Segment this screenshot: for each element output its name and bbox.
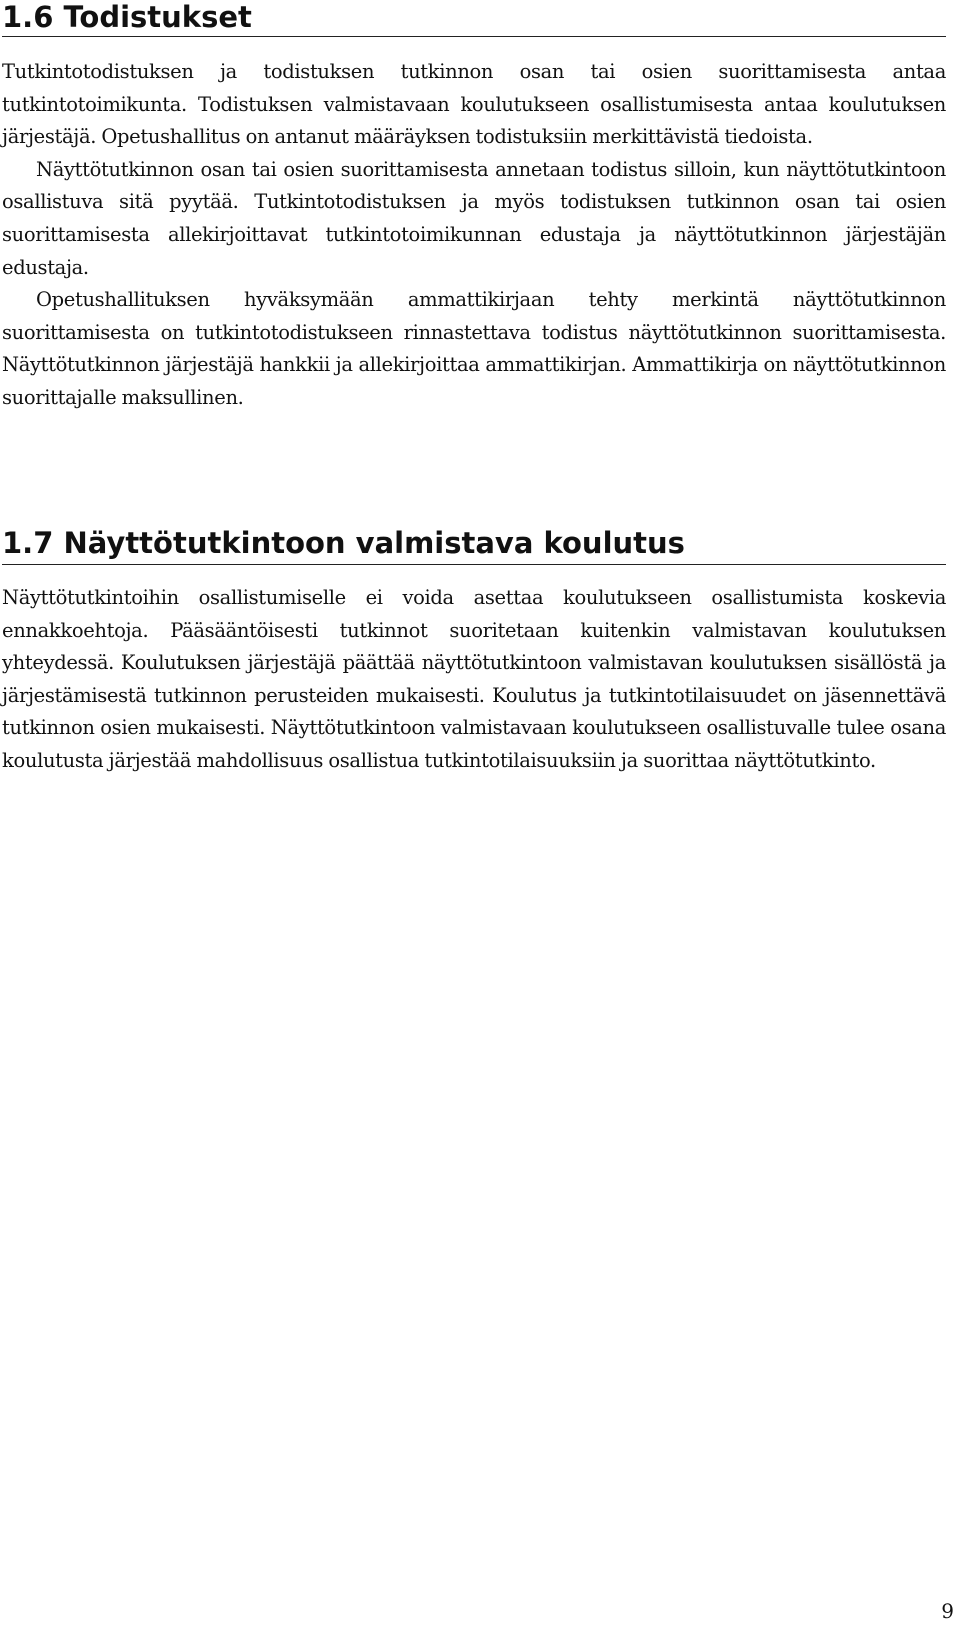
section-body: [2, 582, 946, 778]
paragraph: Opetushallituksen hyväksymään ammattikirjaan tehty merkintä näyttötutkinnon suorittamisesta on tutkintotodistukseen rinnastettava todistus näyttötutkinnon suorittamisesta. Näyttötutkinnon järjestäjä hankkii ja allekirjoittaa ammattikirjan. Ammattikirja on näyttötutkinnon suorittajalle maksullinen.: [2, 288, 946, 409]
paragraph: Tutkintotodistuksen ja todistuksen tutkinnon osan tai osien suorittamisesta antaa tutkintotoimikunta. Todistuksen valmistavaan koulutukseen osallistumisesta antaa koulutuksen järjestäjä. Opetushallitus on antanut määräyksen todistuksiin merkittävistä tiedoista.: [2, 60, 946, 149]
paragraph: Näyttötutkintoihin osallistumiselle ei voida asettaa koulutukseen osallistumista koskevia ennakkoehtoja. Pääsääntöisesti tutkinnot suoritetaan kuitenkin valmistavan koulutuksen yhteydessä. Koulutuksen järjestäjä päättää näyttötutkintoon valmistavan koulutuksen sisällöstä ja järjestämisestä tutkinnon perusteiden mukaisesti. Koulutus ja tutkintotilaisuudet on jäsennettävä tutkinnon osien mukaisesti. Näyttötutkintoon valmistavaan koulutukseen osallistuvalle tulee osana koulutusta järjestää mahdollisuus osallistua tutkintotilaisuuksiin ja suorittaa näyttötutkinto.: [2, 586, 946, 772]
section-heading: 1.7 Näyttötutkintoon valmistava koulutus: [2, 526, 946, 565]
paragraph: Näyttötutkinnon osan tai osien suorittamisesta annetaan todistus silloin, kun näyttötutkintoon osallistuva sitä pyytää. Tutkintotodistuksen ja myös todistuksen tutkinnon osan tai osien suorittamisesta allekirjoittavat tutkintotoimikunnan edustaja ja näyttötutkinnon järjestäjän edustaja.: [2, 157, 946, 279]
section-heading: 1.6 Todistukset: [2, 0, 946, 37]
section-todistukset: [2, 0, 946, 415]
section-body: [2, 56, 946, 415]
section-valmistava-koulutus: [2, 526, 946, 778]
page-number: 9: [941, 1599, 954, 1623]
